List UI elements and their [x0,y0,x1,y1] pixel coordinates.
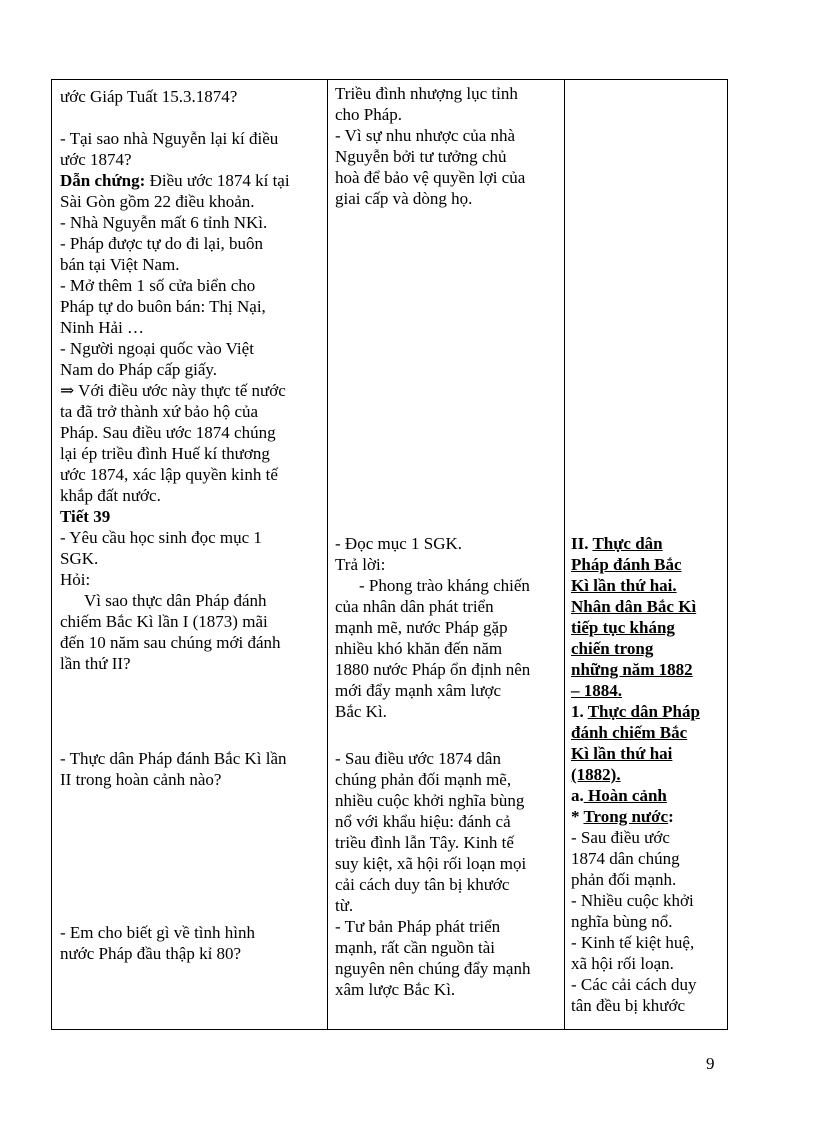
text-line: ước Giáp Tuất 15.3.1874? [60,87,238,106]
text-line: chiếm Bắc Kì lần I (1873) mãi [60,612,268,631]
text-line: ước 1874, xác lập quyền kinh tế [60,465,278,484]
col1-top-block [60,86,290,674]
evidence-label: Dẫn chứng: [60,171,146,190]
col1-question-france [60,922,255,964]
section-heading-text: tiếp tục kháng [571,618,675,637]
text-line [60,107,290,128]
text-line: xâm lược Bắc Kì. [335,980,456,999]
subsection-heading-text: Kì lần thứ hai [571,744,673,763]
subsection-heading-line [571,701,700,722]
text-line: từ. [335,896,354,915]
text-line: Bắc Kì. [335,702,387,721]
text-line: đến 10 năm sau chúng mới đánh [60,633,281,652]
text-line: Vì sao thực dân Pháp đánh [84,591,267,610]
page-number: 9 [706,1054,715,1073]
text-line: nhiều cuộc khởi nghĩa bùng [335,791,525,810]
col2-answer-reading [335,533,530,722]
point-letter: a. [571,786,584,805]
star-marker: * [571,807,584,826]
section-heading-text: Kì lần thứ hai. [571,576,677,595]
text-line: bán tại Việt Nam. [60,255,180,274]
subsection-heading-text: Thực dân Pháp [587,702,700,721]
col1-question-context [60,748,287,790]
text-line: chúng phản đối mạnh mẽ, [335,770,512,789]
text-line: triều đình lẫn Tây. Kinh tế [335,833,514,852]
text-line: Sài Gòn gồm 22 điều khoản. [60,192,255,211]
text-line: nguyên nên chúng đẩy mạnh [335,959,531,978]
section-heading-text: – 1884. [571,681,622,700]
text-line: - Tại sao nhà Nguyễn lại kí điều [60,129,279,148]
section-heading-text: chiến trong [571,639,654,658]
text-line: của nhân dân phát triển [335,597,494,616]
domestic-heading-line [571,806,700,827]
text-line: lại ép triều đình Huế kí thương [60,444,270,463]
text-line: - Kinh tế kiệt huệ, [571,933,695,952]
domestic-heading-text: Trong nước [583,807,669,826]
text-line: Nam do Pháp cấp giấy. [60,360,218,379]
section-heading-text: Thực dân [592,534,663,553]
text-line: giai cấp và dòng họ. [335,189,473,208]
text-line: SGK. [60,549,99,568]
text-line: Ninh Hải … [60,318,145,337]
text-line: II trong hoàn cảnh nào? [60,770,222,789]
section-heading-text: Pháp đánh Bắc [571,555,682,574]
text-line: nhiều khó khăn đến năm [335,639,503,658]
text-line: - Em cho biết gì về tình hình [60,923,255,942]
section-heading-text: những năm 1882 [571,660,693,679]
text-line: - Yêu cầu học sinh đọc mục 1 [60,528,262,547]
text-line: - Nhà Nguyễn mất 6 tỉnh NKì. [60,213,268,232]
evidence-line [60,170,290,191]
col2-answer-context [335,748,530,1000]
text-line: - Phong trào kháng chiến [359,576,530,595]
text-line: Pháp. Sau điều ước 1874 chúng [60,423,276,442]
lesson-heading: Tiết 39 [60,507,111,526]
text-line: - Vì sự nhu nhược của nhà [335,126,516,145]
text-line: 1874 dân chúng [571,849,680,868]
text-line: xã hội rối loạn. [571,954,674,973]
text-line: mới đẩy mạnh xâm lược [335,681,501,700]
col2-top-block [335,83,525,209]
text-line: - Tư bản Pháp phát triển [335,917,501,936]
text-line: nổ với khẩu hiệu: đánh cả [335,812,511,831]
point-heading-text: Hoàn cảnh [583,786,667,805]
text-line: ⇒ Với điều ước này thực tế nước [60,381,286,400]
section-heading-text: Nhân dân Bắc Kì [571,597,697,616]
text-line: nghĩa bùng nổ. [571,912,673,931]
column-lesson-content [565,80,727,1029]
text-line: - Thực dân Pháp đánh Bắc Kì lần [60,749,287,768]
text-line: Nguyễn bởi tư tưởng chủ [335,147,507,166]
text-line: tân đều bị khước [571,996,686,1015]
point-heading-line [571,785,700,806]
evidence-text: Điều ước 1874 kí tại [145,171,290,190]
text-line: lần thứ II? [60,654,131,673]
text-line: - Người ngoại quốc vào Việt [60,339,254,358]
text-line: 1880 nước Pháp ổn định nên [335,660,531,679]
text-line: phản đối mạnh. [571,870,677,889]
text-line: suy kiệt, xã hội rối loạn mọi [335,854,527,873]
text-line: - Sau điều ước [571,828,670,847]
text-line: mạnh, rất cần nguồn tài [335,938,496,957]
text-line: ta đã trở thành xứ bảo hộ của [60,402,259,421]
column-student-activities [328,80,565,1029]
domestic-heading-colon: : [668,807,674,826]
text-line: Hỏi: [60,570,91,589]
text-line: Pháp tự do buôn bán: Thị Nại, [60,297,266,316]
text-line: Trả lời: [335,555,386,574]
text-line: cải cách duy tân bị khước [335,875,510,894]
text-line: hoà để bảo vệ quyền lợi của [335,168,526,187]
lesson-table [51,79,728,1030]
text-line: mạnh mẽ, nước Pháp gặp [335,618,508,637]
text-line: - Pháp được tự do đi lại, buôn [60,234,264,253]
text-line: - Sau điều ước 1874 dân [335,749,501,768]
text-line: Triều đình nhượng lục tỉnh [335,84,518,103]
text-line: - Nhiều cuộc khởi [571,891,694,910]
text-line: - Đọc mục 1 SGK. [335,534,463,553]
text-line: - Các cải cách duy [571,975,697,994]
text-line: - Mở thêm 1 số cửa biển cho [60,276,256,295]
subsection-heading-text: đánh chiếm Bắc [571,723,688,742]
text-line: nước Pháp đầu thập kỉ 80? [60,944,242,963]
section-number: II. [571,534,593,553]
col3-content-block [571,533,700,1016]
text-line: ước 1874? [60,150,132,169]
column-teacher-activities [52,80,328,1029]
text-line: cho Pháp. [335,105,403,124]
section-heading-line [571,533,700,554]
text-line: khắp đất nước. [60,486,161,505]
subsection-heading-text: (1882). [571,765,621,784]
subsection-number: 1. [571,702,588,721]
